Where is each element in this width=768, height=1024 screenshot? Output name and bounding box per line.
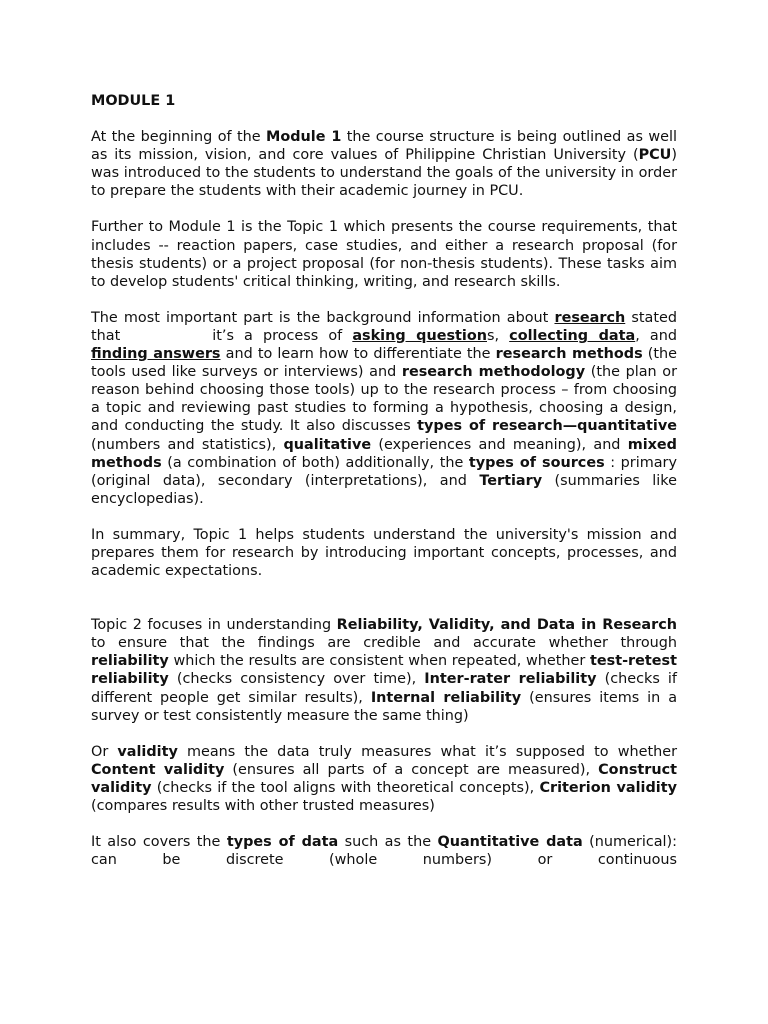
paragraph-topic2-reliability: Topic 2 focuses in understanding Reliability, Validity, and Data in Research to ensure that the findings are credible and accurate whether through reliability which the results are consistent when repeated, whether test-retest reliability (checks consistency over time), Inter-rater reliability (checks if different people get similar results), Internal reliability (ensures items in a survey or test consistently measure the same thing) <box>91 617 678 724</box>
paragraph-topic1-requirements: Further to Module 1 is the Topic 1 which presents the course requirements, that includes -- reaction papers, case studies, and either a research proposal (for thesis students) or a project proposal (for non-thesis students). These tasks aim to develop students' critical thinking, writing, and research skills. <box>91 219 677 290</box>
paragraph-topic1-summary: In summary, Topic 1 helps students understand the university's mission and prepares them for research by introducing important concepts, processes, and academic expectations. <box>91 526 677 580</box>
paragraph-validity: Or validity means the data truly measures what it’s supposed to whether Content validity (ensures all parts of a concept are measured), Construct validity (checks if the tool aligns with theoretical concepts), Criterion validity (compares results with other trusted measures) <box>91 743 678 814</box>
paragraph-module-intro: At the beginning of the Module 1 the course structure is being outlined as well as its mission, vision, and core values of Philippine Christian University (PCU) was introduced to the students to understand the goals of the university in order to prepare the students with their academic journey in PCU. <box>91 129 678 200</box>
document-page <box>91 92 677 869</box>
paragraph-types-of-data: It also covers the types of data such as the Quantitative data (numerical): can be discrete (whole numbers) or continuous <box>91 834 678 869</box>
paragraph-research-background: The most important part is the background information about research stated that it’s a process of asking questions, collecting data, and finding answers and to learn how to differentiate the research methods (the tools used like surveys or interviews) and research methodology (the plan or reason behind choosing those tools) up to the research process – from choosing a topic and reviewing past studies to forming a hypothesis, choosing a design, and conducting the study. It also discusses types of research—quantitative (numbers and statistics), qualitative (experiences and meaning), and mixed methods (a combination of both) additionally, the types of sources : primary (original data), secondary (interpretations), and Tertiary (summaries like encyclopedias). <box>91 309 677 507</box>
module-title: MODULE 1 <box>91 93 176 109</box>
